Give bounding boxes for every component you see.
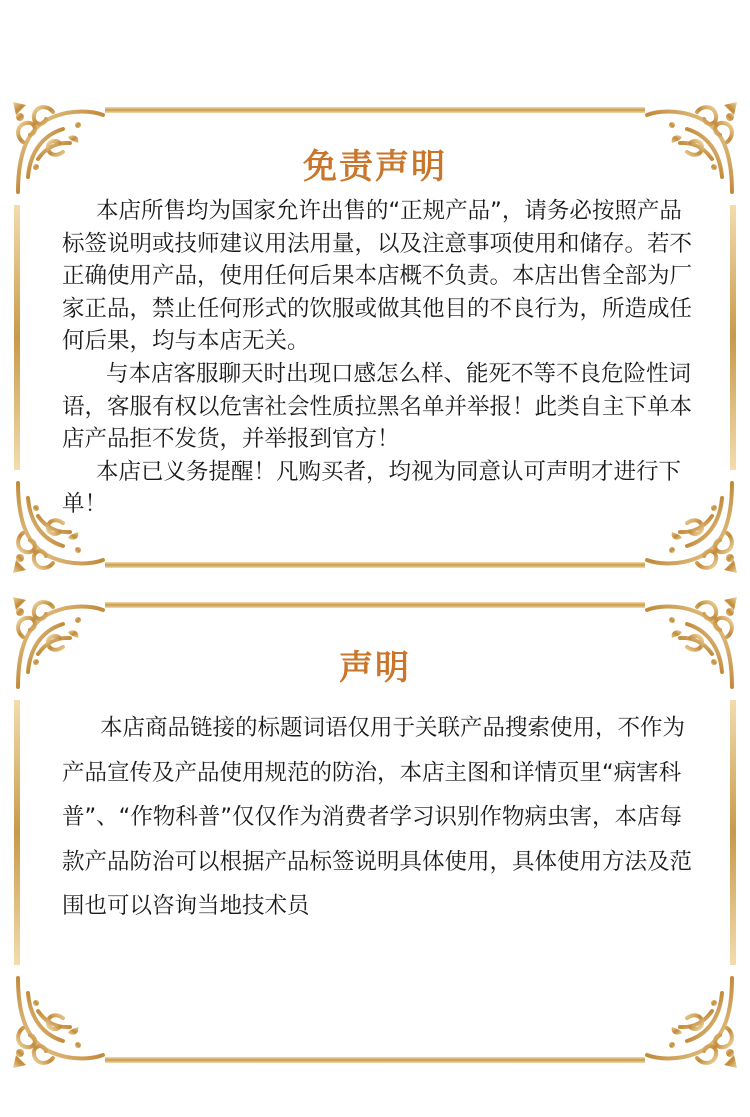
frame-right-border	[730, 700, 736, 965]
disclaimer-panel	[0, 95, 750, 580]
frame-right-border	[730, 205, 736, 470]
frame-left-border	[14, 700, 20, 965]
frame-bottom-border	[105, 562, 645, 568]
statement-paragraph-1: 本店商品链接的标题词语仅用于关联产品搜索使用，不作为产品宣传及产品使用规范的防治，本店主图和详情页里“病害科普”、“作物科普”仅仅作为消费者学习识别作物病虫害，本店每款产品防治可以根据产品标签说明具体使用，具体使用方法及范围也可以咨询当地技术员	[62, 715, 693, 919]
statement-title: 声明	[339, 648, 411, 688]
ornament-corner-icon	[642, 973, 742, 1073]
statement-panel	[0, 590, 750, 1075]
statement-body	[62, 706, 702, 929]
ornament-corner-icon	[8, 973, 108, 1073]
frame-left-border	[14, 205, 20, 470]
disclaimer-paragraph-2: 与本店客服聊天时出现口感怎么样、能死不等不良危险性词语，客服有权以危害社会性质拉黑名单并举报！此类自主下单本店产品拒不发货，并举报到官方！	[62, 360, 693, 453]
frame-bottom-border	[105, 1057, 645, 1063]
frame-top-border	[105, 107, 645, 113]
disclaimer-paragraph-1: 本店所售均为国家允许出售的“正规产品”，请务必按照产品标签说明或技师建议用法用量，以及注意事项使用和储存。若不正确使用产品，使用任何后果本店概不负责。本店出售全部为厂家正品，禁止任何形式的饮服或做其他目的不良行为，所造成任何后果，均与本店无关。	[62, 198, 693, 355]
disclaimer-paragraph-3: 本店已义务提醒！凡购买者，均视为同意认可声明才进行下单！	[62, 458, 682, 518]
disclaimer-body	[62, 195, 702, 521]
disclaimer-title: 免责声明	[303, 147, 447, 187]
frame-top-border	[105, 602, 645, 608]
